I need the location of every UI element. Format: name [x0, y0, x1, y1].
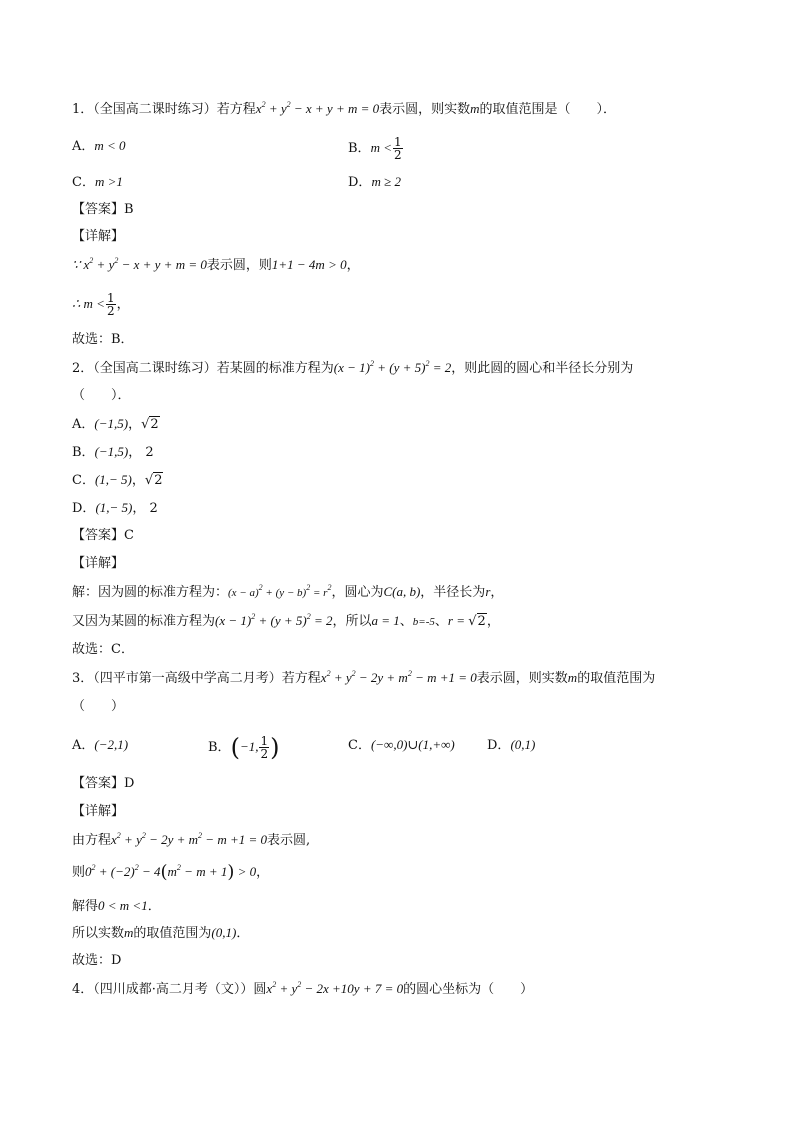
- question-1-option-d: D．m ≥ 2: [348, 174, 401, 190]
- question-2-option-a: A．(−1,5)，√2: [72, 416, 159, 432]
- question-2-option-c: C．(1,− 5)，√2: [72, 472, 163, 488]
- question-3-solution-line-4: 所以实数m的取值范围为(0,1)．: [72, 925, 250, 941]
- question-2-stem: 2．（全国高二课时练习）若某圆的标准方程为$(x - 1)^2 + (y + 5)^2 = 2$，则此圆的圆心和半径长分别为: [72, 359, 634, 376]
- question-2-option-d: D．(1,− 5)， 2: [72, 500, 158, 516]
- q1-equation: $x^2 + y^2 - x + y + m = 0$: [255, 100, 380, 116]
- question-3-option-a: A．(−2,1): [72, 737, 129, 753]
- question-1-option-a: A．m < 0: [72, 138, 126, 154]
- question-1-stem: 1．（全国高二课时练习）若方程$x^2 + y^2 - x + y + m = 0$表示圆，则实数m的取值范围是（ ）．: [72, 100, 617, 117]
- question-3-detail-heading: 【详解】: [72, 804, 125, 819]
- question-3-solution-line-2: 则$0^2 + (-2)^2 - 4(m^2 - m + 1) > 0$，: [72, 861, 270, 883]
- question-1-option-c: C．m >1: [72, 174, 123, 190]
- question-3-option-d: D．(0,1): [487, 737, 536, 753]
- question-1-conclusion: 故选：B．: [72, 332, 134, 347]
- question-1-solution-line-1: ∵ $x^2 + y^2 - x + y + m = 0$表示圆，则1+1 − 4m > 0，: [72, 256, 360, 273]
- question-3-conclusion: 故选：D: [72, 953, 122, 968]
- question-2-detail-heading: 【详解】: [72, 556, 125, 571]
- question-1-detail-heading: 【详解】: [72, 229, 125, 244]
- question-2-stem-line-2: （ ）．: [72, 388, 131, 403]
- question-2-conclusion: 故选：C．: [72, 642, 134, 657]
- question-3-answer: 【答案】D: [72, 776, 135, 791]
- question-2-solution-line-2: 又因为某圆的标准方程为$(x - 1)^2 + (y + 5)^2 = 2$，所以a = 1、b=-5、r = √2，: [72, 612, 500, 629]
- question-4-stem: 4．（四川成都·高二月考（文））圆$x^2 + y^2 - 2x +10y + 7 = 0$的圆心坐标为（ ）: [72, 980, 534, 997]
- question-2-answer: 【答案】C: [72, 528, 134, 543]
- question-2-option-b: B．(−1,5)， 2: [72, 444, 154, 460]
- question-3-solution-line-3: 解得0 < m <1．: [72, 898, 161, 914]
- question-1-option-b: B．m < $\frac{1}{2}$: [348, 135, 402, 162]
- question-3-stem-line-2: （ ）: [72, 699, 125, 714]
- question-3-solution-line-1: 由方程$x^2 + y^2 - 2y + m^2 - m +1 = 0$表示圆,: [72, 831, 311, 848]
- question-3-stem: 3．（四平市第一高级中学高二月考）若方程$x^2 + y^2 - 2y + m^2 - m +1 = 0$表示圆，则实数m的取值范围为: [72, 669, 656, 686]
- question-1-answer: 【答案】B: [72, 202, 134, 217]
- question-3-option-b: B．(−1, $\frac{1}{2}$ ): [208, 733, 280, 762]
- question-2-solution-line-1: 解：因为圆的标准方程为：$(x - a)^2 + (y - b)^2 = r^2$，圆心为C(a, b)，半径长为r，: [72, 583, 504, 600]
- question-1-solution-line-2: ∴ m < $\frac{1}{2}$ ，: [72, 291, 130, 318]
- question-3-option-c: C．(−∞,0)∪(1,+∞): [348, 737, 455, 753]
